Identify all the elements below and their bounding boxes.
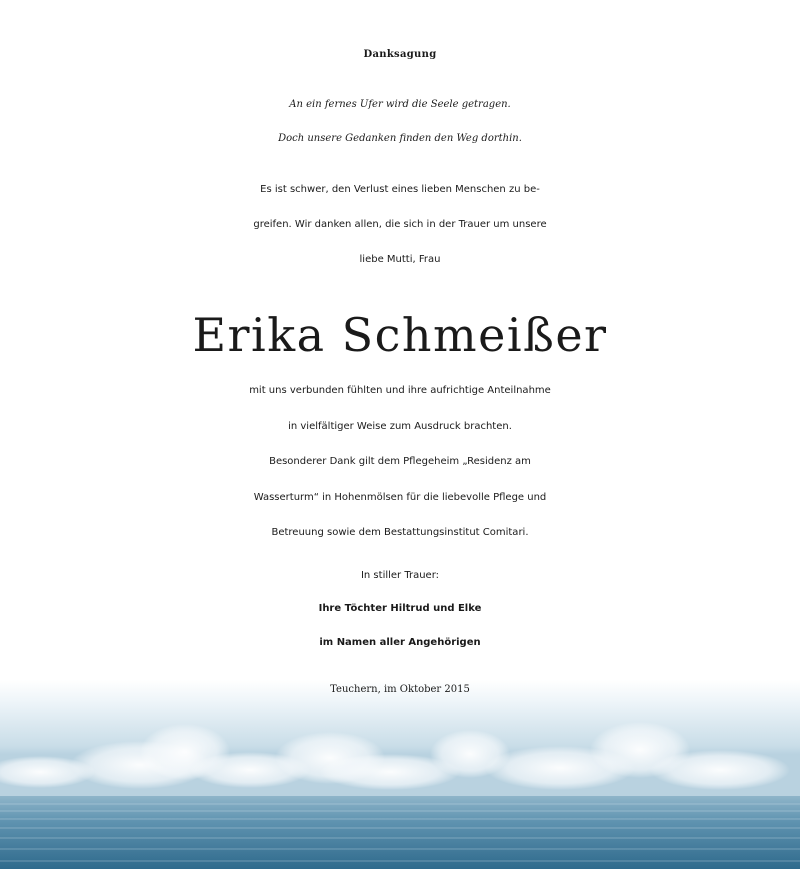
thanks-line: in vielfältiger Weise zum Ausdruck brachten. xyxy=(288,420,512,432)
thanks-line: mit uns verbunden fühlten und ihre aufrichtige Anteilnahme xyxy=(249,385,551,396)
verse-line: Doch unsere Gedanken finden den Weg dorthin. xyxy=(278,133,522,144)
intro-paragraph xyxy=(0,172,800,277)
verse-block xyxy=(0,88,800,156)
signature-line: Ihre Töchter Hiltrud und Elke xyxy=(318,603,482,614)
intro-line: liebe Mutti, Frau xyxy=(359,254,441,265)
signature-line: im Namen aller Angehörigen xyxy=(319,637,481,648)
place-and-date: Teuchern, im Oktober 2015 xyxy=(330,684,470,695)
deceased-name: Erika Schmeißer xyxy=(192,308,608,362)
intro-line: greifen. Wir danken allen, die sich in der Trauer um unsere xyxy=(253,219,547,230)
closing-label: In stiller Trauer: xyxy=(360,570,440,581)
thanks-line: Betreuung sowie dem Bestattungsinstitut Comitari. xyxy=(271,527,529,538)
sea-and-clouds-image xyxy=(0,680,800,869)
thanks-paragraph xyxy=(0,373,800,551)
signature-block xyxy=(0,592,800,660)
thanks-line: Wasserturm“ in Hohenmölsen für die liebevolle Pflege und xyxy=(253,491,547,503)
verse-line: An ein fernes Ufer wird die Seele getragen. xyxy=(289,99,511,110)
thanks-line: Besonderer Dank gilt dem Pflegeheim „Residenz am xyxy=(269,456,531,467)
intro-line: Es ist schwer, den Verlust eines lieben Menschen zu be- xyxy=(260,184,540,195)
notice-heading: Danksagung xyxy=(363,49,437,60)
